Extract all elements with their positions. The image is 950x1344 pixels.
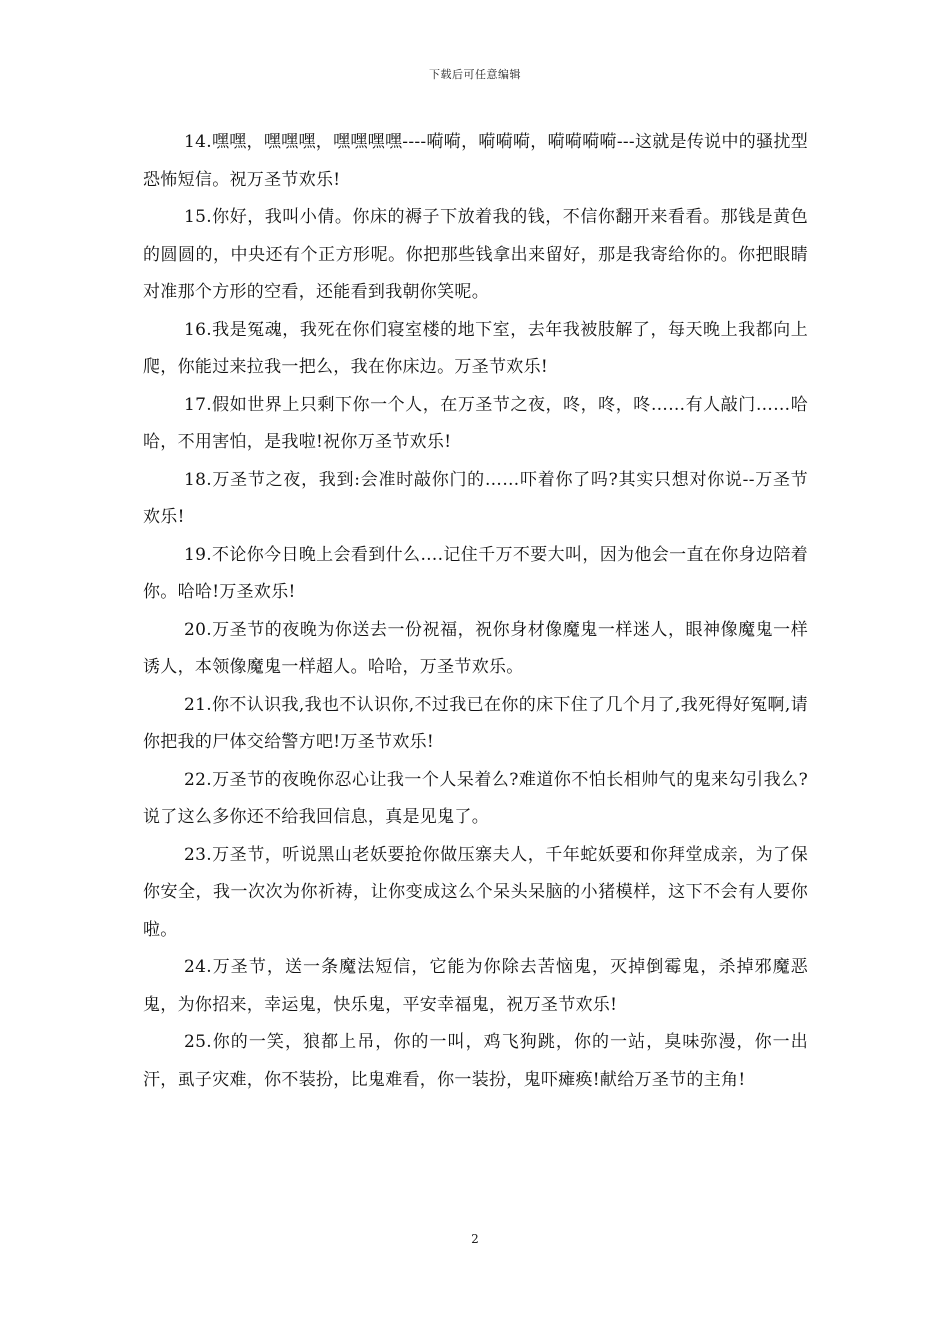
paragraph-16: 16.我是冤魂，我死在你们寝室楼的地下室，去年我被肢解了，每天晚上我都向上爬，你能过来拉我一把么，我在你床边。万圣节欢乐! [143,319,808,377]
header-note: 下载后可任意编辑 [429,68,521,81]
paragraph-23: 23.万圣节，听说黑山老妖要抢你做压寨夫人，千年蛇妖要和你拜堂成亲，为了保你安全，我一次次为你祈祷，让你变成这么个呆头呆脑的小猪模样，这下不会有人要你啦。 [143,844,808,940]
paragraph-17: 17.假如世界上只剩下你一个人，在万圣节之夜，咚，咚，咚……有人敲门……哈哈，不用害怕，是我啦!祝你万圣节欢乐! [143,394,808,452]
paragraph-19: 19.不论你今日晚上会看到什么….记住千万不要大叫，因为他会一直在你身边陪着你。哈哈!万圣欢乐! [143,544,808,602]
page-number: 2 [471,1232,479,1246]
paragraph-21: 21.你不认识我,我也不认识你,不过我已在你的床下住了几个月了,我死得好冤啊,请你把我的尸体交给警方吧!万圣节欢乐! [143,694,808,752]
paragraph-18: 18.万圣节之夜，我到:会准时敲你门的……吓着你了吗?其实只想对你说--万圣节欢乐! [143,469,808,527]
paragraph-15: 15.你好，我叫小倩。你床的褥子下放着我的钱，不信你翻开来看看。那钱是黄色的圆圆的，中央还有个正方形呢。你把那些钱拿出来留好，那是我寄给你的。你把眼睛对准那个方形的空看，还能看到我朝你笑呢。 [143,207,808,302]
paragraph-25: 25.你的一笑，狼都上吊，你的一叫，鸡飞狗跳，你的一站，臭味弥漫，你一出汗，虱子灾难，你不装扮，比鬼难看，你一装扮，鬼吓瘫痪!献给万圣节的主角! [143,1032,808,1090]
document-body [143,124,808,1099]
paragraph-22: 22.万圣节的夜晚你忍心让我一个人呆着么?难道你不怕长相帅气的鬼来勾引我么?说了这么多你还不给我回信息，真是见鬼了。 [143,769,808,827]
paragraph-14: 14.嘿嘿，嘿嘿嘿，嘿嘿嘿嘿----嗬嗬，嗬嗬嗬，嗬嗬嗬嗬---这就是传说中的骚扰型恐怖短信。祝万圣节欢乐! [143,132,808,190]
paragraph-20: 20.万圣节的夜晚为你送去一份祝福，祝你身材像魔鬼一样迷人，眼神像魔鬼一样诱人，本领像魔鬼一样超人。哈哈，万圣节欢乐。 [143,619,808,677]
paragraph-24: 24.万圣节，送一条魔法短信，它能为你除去苦恼鬼，灭掉倒霉鬼，杀掉邪魔恶鬼，为你招来，幸运鬼，快乐鬼，平安幸福鬼，祝万圣节欢乐! [143,957,808,1015]
